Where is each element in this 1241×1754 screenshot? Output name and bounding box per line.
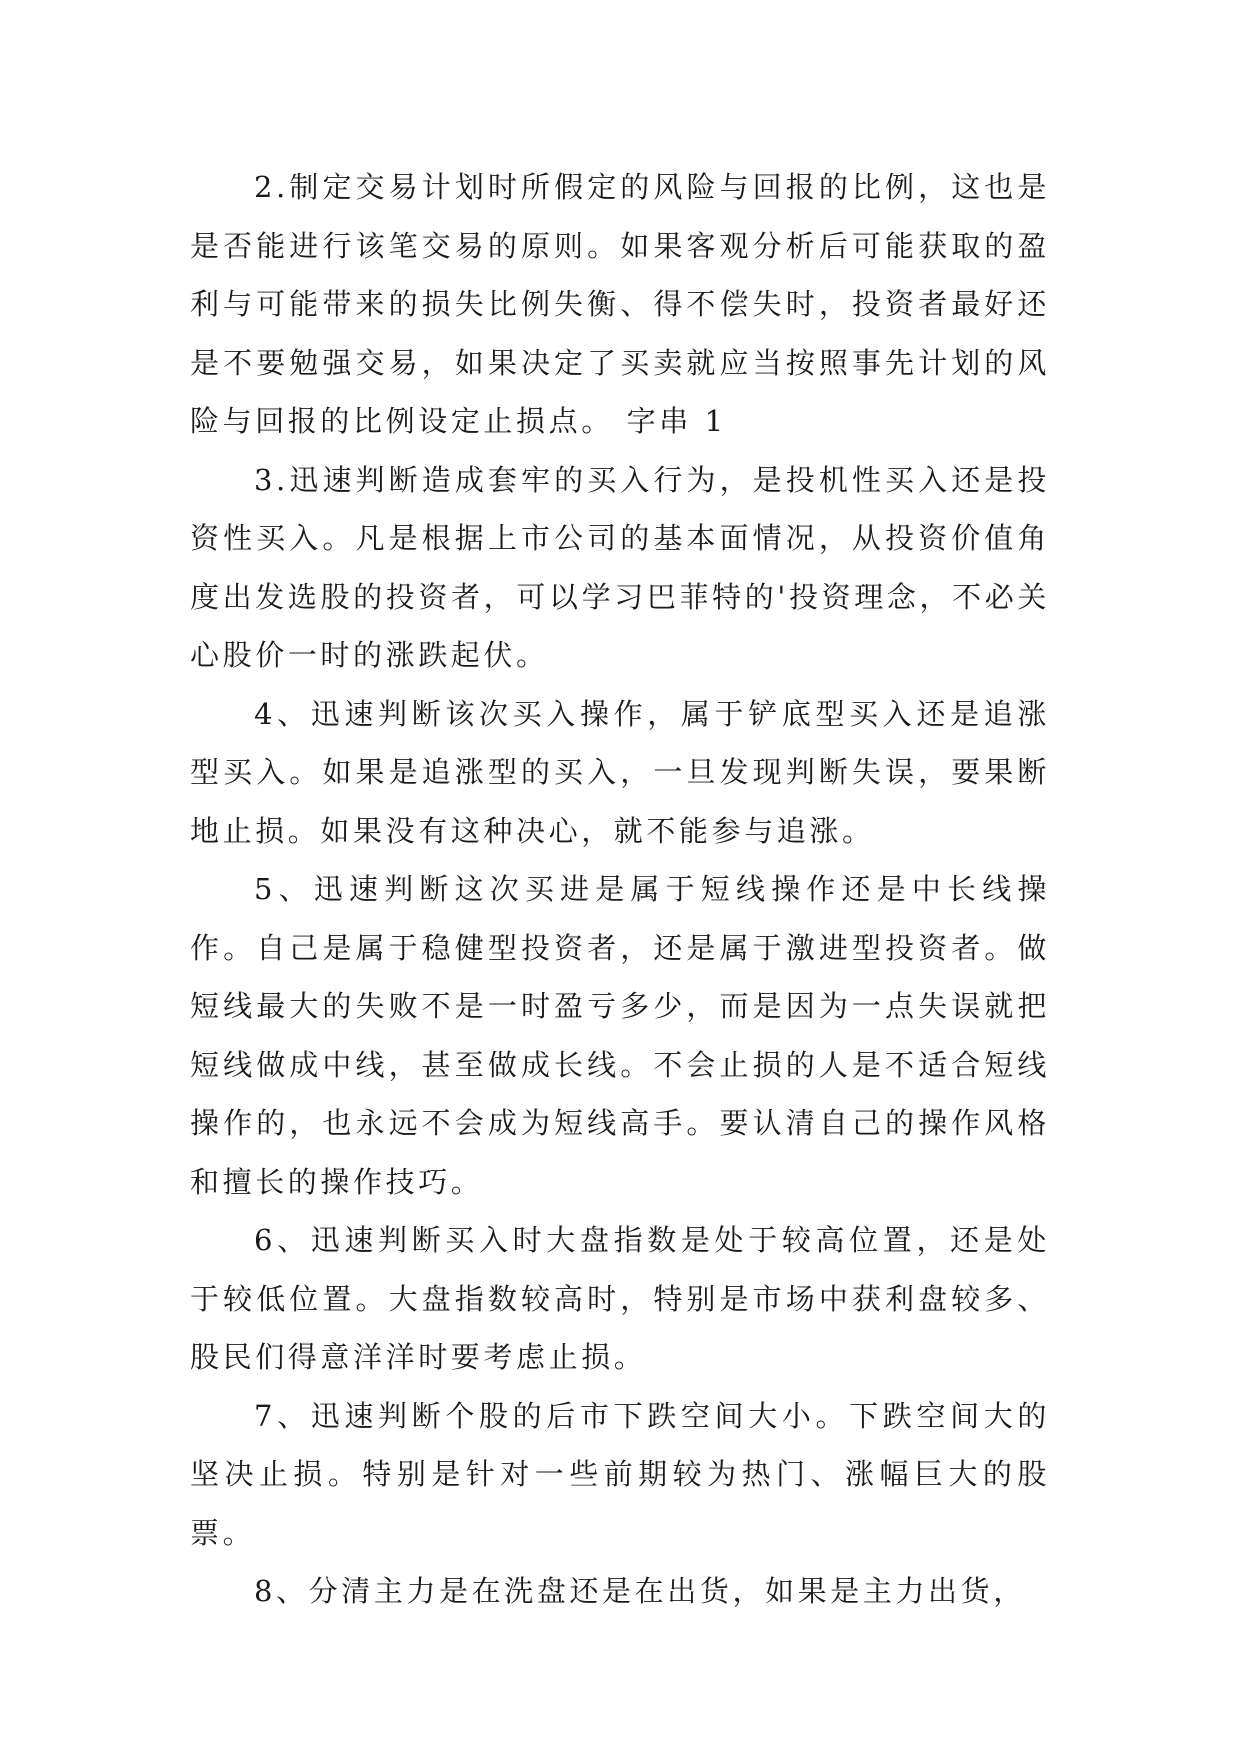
- paragraph-short-long-term: 5、迅速判断这次买进是属于短线操作还是中长线操作。自己是属于稳健型投资者，还是属于激进型投资者。做短线最大的失败不是一时盈亏多少，而是因为一点失误就把短线做成中线，甚至做成长线。不会止损的人是不适合短线操作的，也永远不会成为短线高手。要认清自己的操作风格和擅长的操作技巧。: [190, 872, 1050, 1199]
- paragraph-index-position: 6、迅速判断买入时大盘指数是处于较高位置，还是处于较低位置。大盘指数较高时，特别是市场中获利盘较多、股民们得意洋洋时要考虑止损。: [190, 1223, 1050, 1374]
- paragraph-buy-type: 4、迅速判断该次买入操作，属于铲底型买入还是追涨型买入。如果是追涨型的买入，一旦发现判断失误，要果断地止损。如果没有这种决心，就不能参与追涨。: [190, 696, 1050, 848]
- paragraph-washout-or-selloff: 8、分清主力是在洗盘还是在出货，如果是主力出货，: [254, 1574, 1026, 1608]
- document-page: [190, 158, 1050, 1621]
- paragraph-buy-behavior: 3.迅速判断造成套牢的买入行为，是投机性买入还是投资性买入。凡是根据上市公司的基本面情况，从投资价值角度出发选股的投资者，可以学习巴菲特的'投资理念，不必关心股价一时的涨跌起伏。: [190, 462, 1050, 672]
- paragraph-risk-reward: 2.制定交易计划时所假定的风险与回报的比例，这也是是否能进行该笔交易的原则。如果客观分析后可能获取的盈利与可能带来的损失比例失衡、得不偿失时，投资者最好还是不要勉强交易，如果决定了买卖就应当按照事先计划的风险与回报的比例设定止损点。 字串 1: [190, 170, 1050, 438]
- paragraph-downside-space: 7、迅速判断个股的后市下跌空间大小。下跌空间大的坚决止损。特别是针对一些前期较为热门、涨幅巨大的股票。: [190, 1398, 1050, 1550]
